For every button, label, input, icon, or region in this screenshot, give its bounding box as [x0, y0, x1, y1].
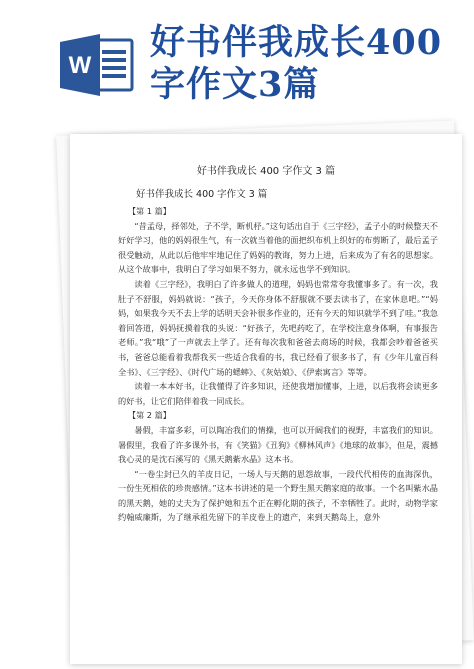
document-body	[118, 204, 438, 525]
header	[0, 0, 474, 120]
paragraph: “一卷尘封已久的羊皮日记，一场人与天鹅的恩怨故事，一段代代相传的血海深仇，一份生死相依的珍贵感情。”这本书讲述的是一个野生黑天鹅家庭的故事。一个名叫紫水晶的黑天鹅，她的丈夫为了保护她和五个正在孵化期的孩子，不幸牺牲了。此时，动物学家约翰威廉斯，为了继承祖先留下的羊皮卷上的遗产，来到天鹅岛上，意外	[118, 468, 438, 523]
section-heading: 【第 1 篇】	[127, 206, 171, 216]
page-title: 好书伴我成长400字作文3篇	[150, 22, 443, 105]
document-subtitle: 好书伴我成长 400 字作文 3 篇	[136, 189, 268, 200]
word-document-icon	[58, 34, 136, 96]
paragraph: 暑假，丰富多彩，可以陶冶我们的情操，也可以开阔我们的视野，丰富我们的知识。暑假里，我看了许多课外书，有《笑猫》《丑狗》《柳林风声》《地球的故事》，但是，震撼我心灵的是沈石溪写的《黑天鹅紫水晶》这本书。	[118, 424, 438, 465]
svg-text:W: W	[68, 52, 92, 79]
section-heading: 【第 2 篇】	[127, 410, 171, 421]
paragraph: 读着一本本好书，让我懂得了许多知识，还使我增加懂事，上进，以后我将会读更多的好书，让它们陪伴着我一同成长。	[118, 381, 438, 406]
document-page	[70, 134, 462, 664]
paragraph: 读着《三字经》，我明白了许多做人的道理，妈妈也常常夸我懂事多了。有一次，我肚子不舒服，妈妈就说：“孩子，今天你身体不舒服就不要去读书了，在家休息吧。”“妈妈，如果我今天不去上学的话明天会补很多作业的，还有今天的知识就学不到了哇。”我急着回答道，妈妈抚摸着我的头说：“好孩子，先吧药吃了，在学校注意身体啊，有事报告老师。”我“哦”了一声就去上学了。还有每次我和爸爸去商场的时候，我都会吵着爸爸买书，爸爸总能看着我帮我买一些适合我看的书，我已经看了很多书了，有《少年儿童百科全书》、《三字经》、《时代广场的蟋蟀》、《灰姑娘》、《伊索寓言》等等。	[118, 278, 438, 377]
document-title: 好书伴我成长 400 字作文 3 篇	[196, 166, 336, 177]
paragraph: “昔孟母，择邻处，子不学，断机杼。”这句话出自于《三字经》，孟子小的时候整天不好好学习，他的妈妈很生气，有一次就当着他的面把织布机上织好的布剪断了，最后孟子很受触动，从此以后他牢牢地记住了妈妈的教诲，努力上进，后来成为了有名的思想家。从这个故事中，我明白了学习如果不努力，就永远也学不到知识。	[118, 220, 438, 275]
